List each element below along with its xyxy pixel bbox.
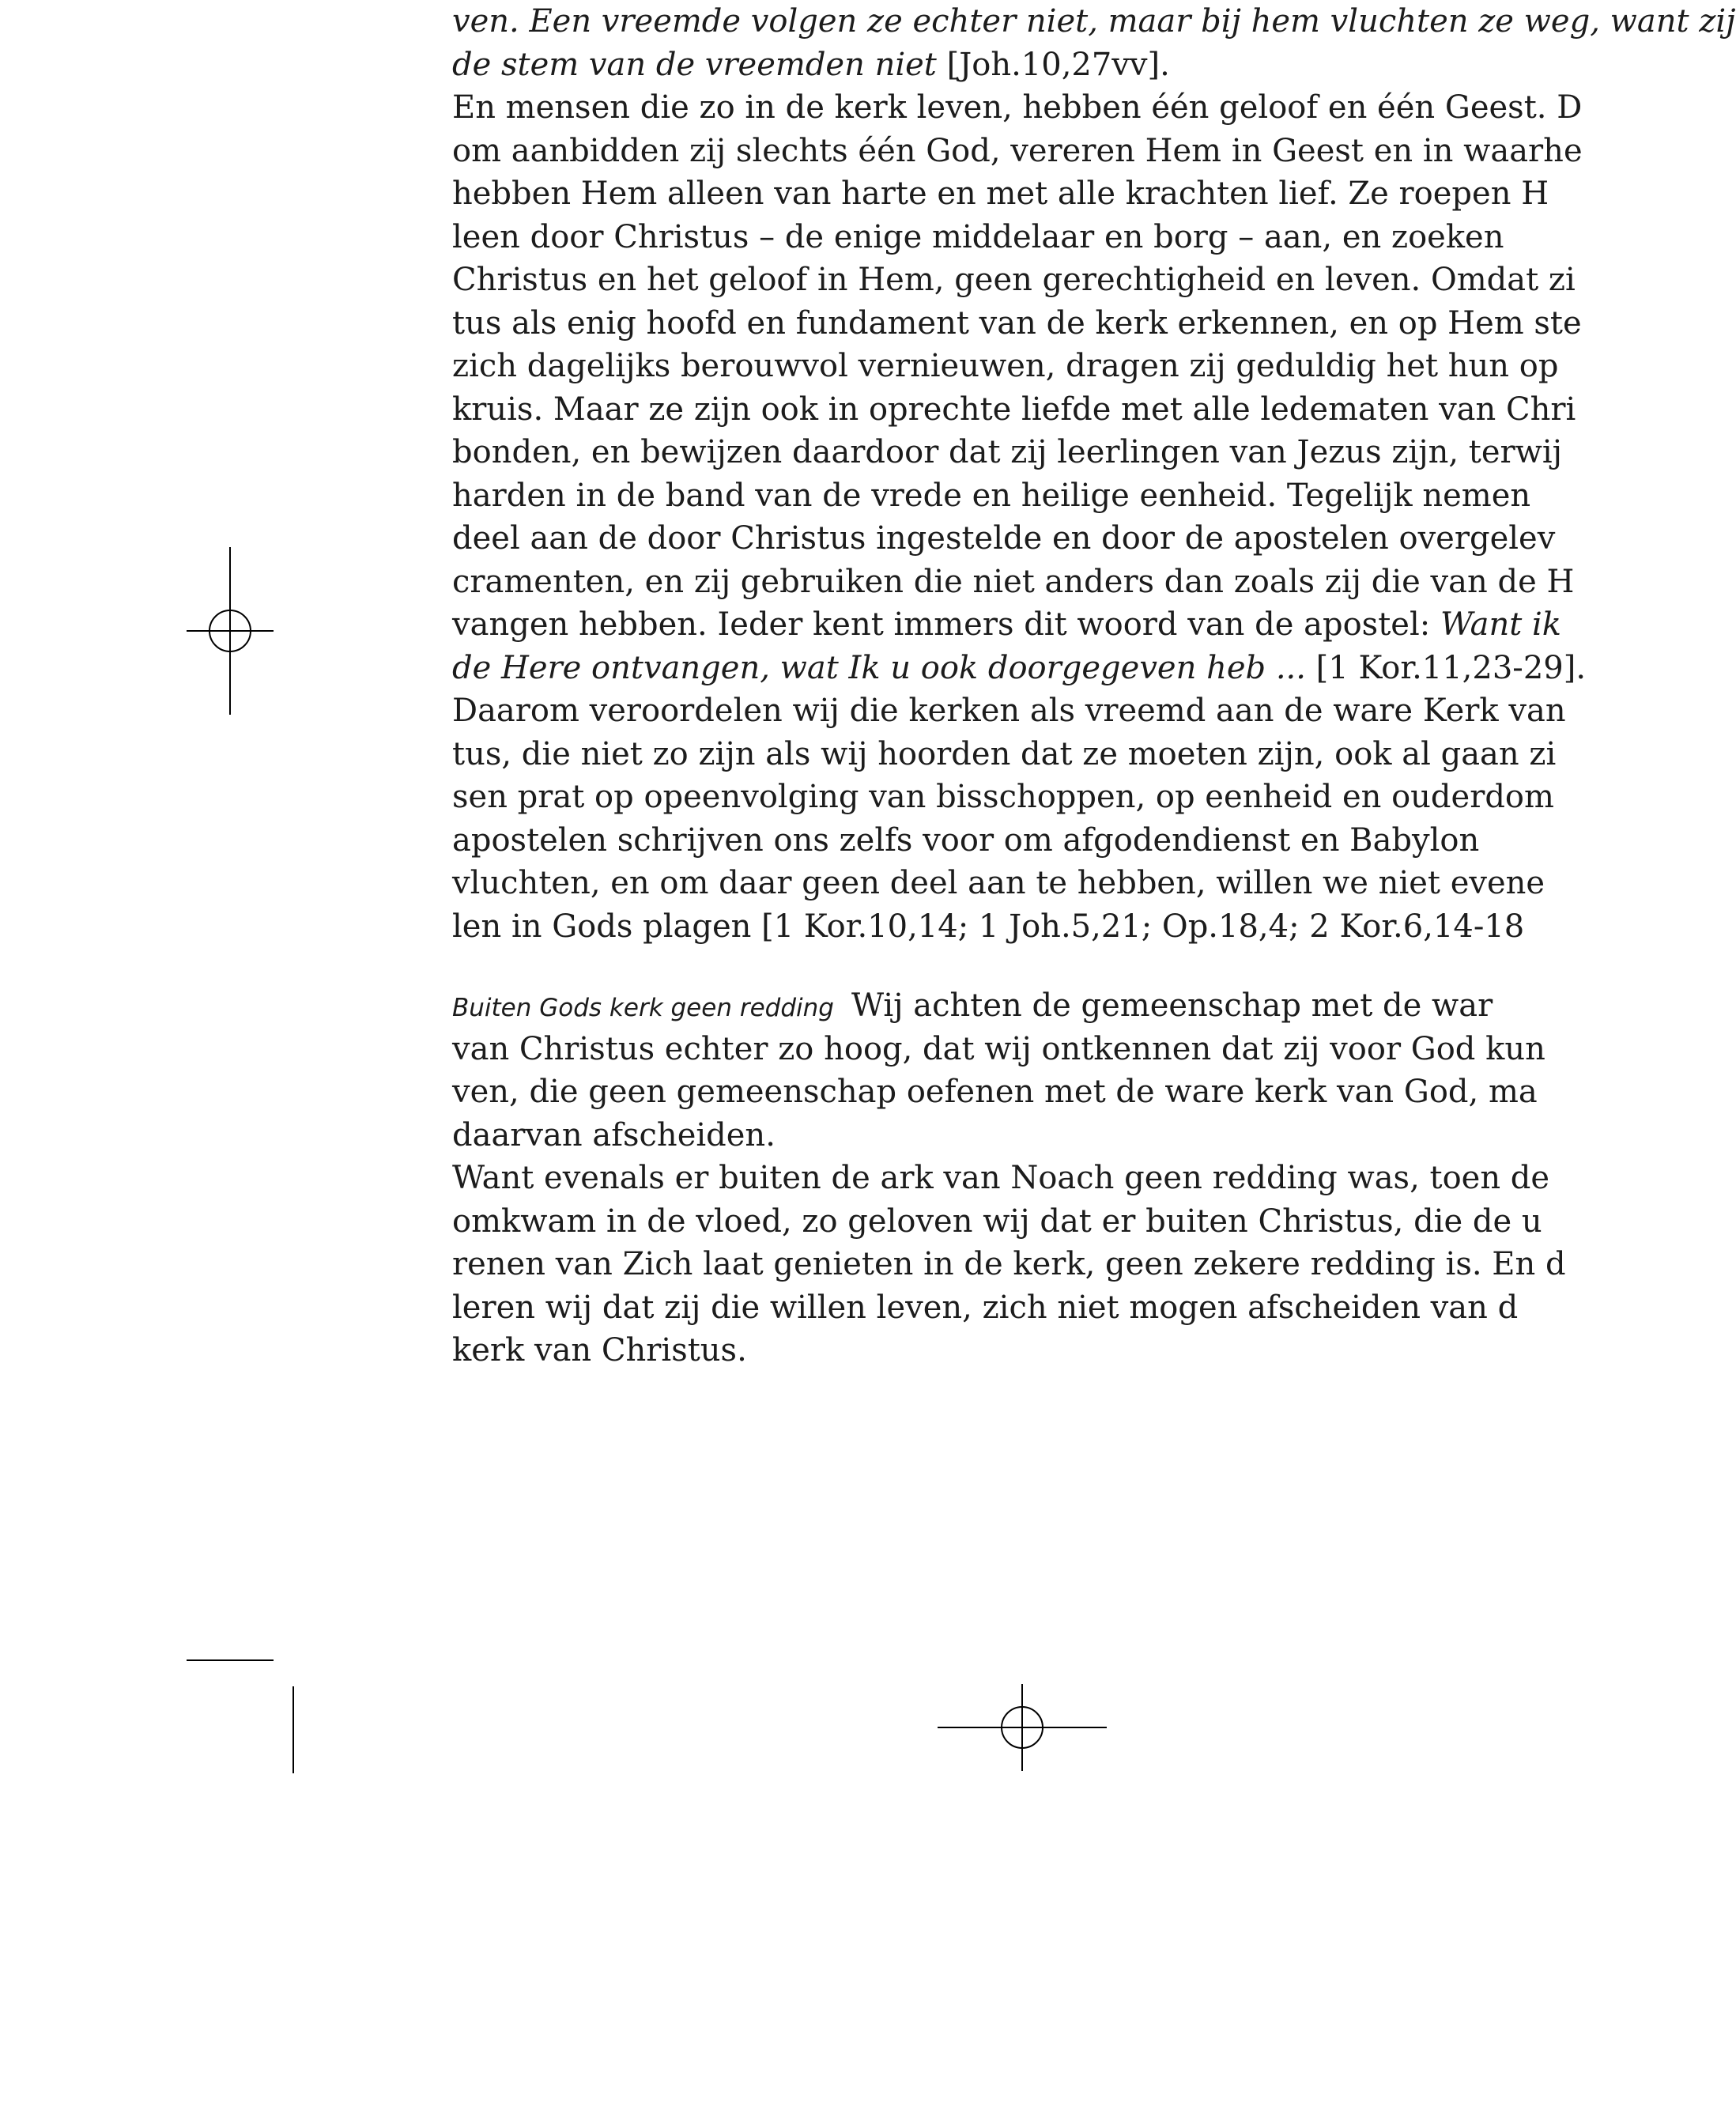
italic-quote: Want ik [1440,606,1562,643]
text-line: ven, die geen gemeenschap oefenen met de ware kerk van God, ma [452,1074,1538,1110]
text-line [452,647,1587,690]
text-line: vluchten, en om daar geen deel aan te hebben, willen we niet evene [452,865,1545,901]
text-line: daarvan afscheiden. [452,1116,776,1153]
text-line: leren wij dat zij die willen leven, zich niet mogen afscheiden van d [452,1289,1519,1326]
text-line: Daarom veroordelen wij die kerken als vreemd aan de ware Kerk van [452,693,1566,729]
registration-mark-bottom [938,1684,1107,1771]
text-line: leen door Christus – de enige middelaar en borg – aan, en zoeken [452,218,1504,255]
text-line: En mensen die zo in de kerk leven, hebben één geloof en één Geest. D [452,89,1583,126]
line-text: Wij achten de gemeenschap met de war [851,987,1493,1024]
text-line: cramenten, en zij gebruiken die niet anders dan zoals zij die van de H [452,563,1575,600]
scripture-reference: [1 Kor.11,23-29]. [1305,649,1587,686]
registration-mark-left [187,547,274,715]
italic-quote: de stem van de vreemden niet [452,46,937,83]
text-line: renen van Zich laat genieten in de kerk, geen zekere redding is. En d [452,1246,1566,1282]
text-line: omkwam in de vloed, zo geloven wij dat er buiten Christus, die de u [452,1203,1542,1240]
text-line: harden in de band van de vrede en heilige eenheid. Tegelijk nemen [452,477,1531,514]
text-line: deel aan de door Christus ingestelde en door de apostelen overgelev [452,520,1556,557]
line-text: vangen hebben. Ieder kent immers dit woord van de apostel: [452,606,1440,643]
text-line [452,0,1736,43]
italic-quote: ven. Een vreemde volgen ze echter niet, maar bij hem vluchten ze weg, want zij [452,3,1736,40]
text-line: van Christus echter zo hoog, dat wij ontkennen dat zij voor God kun [452,1030,1545,1067]
text-line: kruis. Maar ze zijn ook in oprechte liefde met alle ledematen van Chri [452,391,1576,428]
text-line: len in Gods plagen [1 Kor.10,14; 1 Joh.5,21; Op.18,4; 2 Kor.6,14-18 [452,908,1525,945]
text-line: hebben Hem alleen van harte en met alle krachten lief. Ze roepen H [452,176,1549,212]
text-line: Want evenals er buiten de ark van Noach geen redding was, toen de [452,1160,1550,1196]
text-line: zich dagelijks berouwvol vernieuwen, dragen zij geduldig het hun op [452,348,1559,384]
body-text [452,0,1736,1372]
text-line: apostelen schrijven ons zelfs voor om afgodendienst en Babylon [452,821,1480,859]
section-heading: Buiten Gods kerk geen redding [452,994,834,1022]
scripture-reference: [Joh.10,27vv]. [936,46,1170,83]
paragraph-gap [452,948,1480,984]
text-line: bonden, en bewijzen daardoor dat zij leerlingen van Jezus zijn, terwij [452,434,1563,470]
italic-quote: de Here ontvangen, wat Ik u ook doorgegeven heb ... [452,649,1306,686]
text-line [452,984,1493,1028]
crop-mark-bottom-left [187,1659,297,1773]
text-line [452,43,1480,87]
text-line: kerk van Christus. [452,1332,747,1369]
text-line: tus als enig hoofd en fundament van de kerk erkennen, en op Hem ste [452,304,1582,342]
text-line: tus, die niet zo zijn als wij hoorden dat ze moeten zijn, ook al gaan zi [452,735,1557,772]
text-line [452,603,1562,647]
text-line: om aanbidden zij slechts één God, vereren Hem in Geest en in waarhe [452,132,1583,169]
text-line: sen prat op opeenvolging van bisschoppen, op eenheid en ouderdom [452,779,1554,815]
text-line: Christus en het geloof in Hem, geen gerechtigheid en leven. Omdat zi [452,262,1576,298]
